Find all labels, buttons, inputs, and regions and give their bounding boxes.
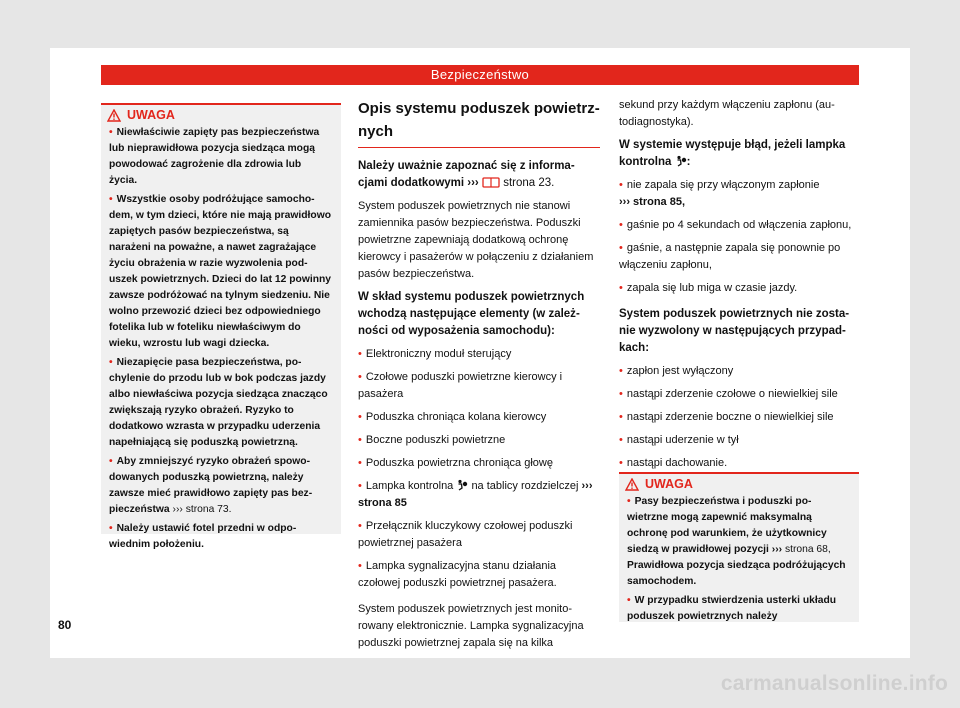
page-reference-link[interactable]: strona 23. [503, 177, 555, 189]
section-title: Opis systemu poduszek powietrznych [358, 100, 600, 140]
warning-item: • Należy ustawić fotel przedni w odpowiednim położeniu. [109, 523, 297, 550]
warning-item: • Pasy bezpieczeństwa i poduszki powietrzne mogą zapewnić maksymalną ochronę pod warunkiem, że użytkownicy siedzą w prawidłowej pozycji ››› strona 68, Prawidłowa pozycja siedząca podróżujących samochodem. [627, 496, 846, 587]
warning-item: • W przypadku stwierdzenia usterki układu poduszek powietrznych należy [627, 595, 837, 622]
right-warning-title [619, 474, 859, 494]
page-reference-link[interactable]: ››› strona 73. [172, 504, 232, 515]
page-reference-link[interactable]: ››› strona 85, [619, 196, 686, 208]
page-number: 80 [58, 618, 72, 632]
list-item: • Lampka sygnalizacyjna stanu działania czołowej poduszki powietrznej pasażera. [358, 560, 557, 589]
list-item: • nastąpi uderzenie w tył [619, 434, 739, 446]
warning-item: • Aby zmniejszyć ryzyko obrażeń spowodowanych poduszką powietrzną, należy zawsze mieć prawidłowo zapięty pas bezpieczeństwa ››› strona 73. [109, 456, 313, 515]
components-heading: W skład systemu poduszek powietrznych wchodzą następujące elementy (w zależności od wyposażenia samochodu): [358, 291, 585, 337]
intro-text: Należy uważnie zapoznać się z informacjami dodatkowymi ››› strona 23. [358, 160, 575, 189]
title-divider [358, 147, 600, 148]
left-warning-title [101, 105, 341, 125]
warning-item: • Wszystkie osoby podróżujące samochodem, w tym dzieci, które nie mają prawidłowo zapiętych pasów bezpieczeństwa, są narażeni na poważne, a nawet zagrażające życiu obrażenia w razie wyzwolenia poduszek powietrznych. Dzieci do lat 12 powinny zawsze podróżować na tylnym siedzeniu. Nie wolno przewozić dzieci bez odpowiedniego fotelika lub w foteliku niewłaściwym do wieku, wzrostu lub wagi dziecka. [109, 194, 332, 349]
fault-heading: W systemie występuje błąd, jeżeli lampka kontrolna : [619, 139, 846, 168]
list-item: • zapłon jest wyłączony [619, 365, 734, 377]
list-item: • nastąpi zderzenie boczne o niewielkiej sile [619, 411, 834, 423]
left-warning-box [101, 103, 341, 550]
list-item: • Poduszka chroniąca kolana kierowcy [358, 411, 547, 423]
list-item: • Boczne poduszki powietrzne [358, 434, 506, 446]
paragraph: sekund przy każdym włączeniu zapłonu (autodiagnostyka). [619, 99, 835, 128]
warning-triangle-icon [625, 478, 639, 491]
not-triggered-heading: System poduszek powietrznych nie zostanie wyzwolony w następujących przypadkach: [619, 308, 850, 354]
list-item: • Lampka kontrolna na tablicy rozdzielczej ››› strona 85 [358, 480, 593, 509]
right-column [619, 97, 859, 478]
right-warning-box [619, 472, 859, 622]
list-item: • gaśnie po 4 sekundach od włączenia zapłonu, [619, 219, 852, 231]
list-item: • Elektroniczny moduł sterujący [358, 348, 512, 360]
info-book-icon [482, 176, 500, 188]
list-item: • nastąpi dachowanie. [619, 457, 728, 469]
airbag-warning-lamp-icon [456, 479, 468, 491]
list-item: • nastąpi zderzenie czołowe o niewielkiej sile [619, 388, 838, 400]
page-reference-link[interactable]: ››› strona 85 [358, 480, 593, 509]
paragraph: System poduszek powietrznych nie stanowi zamiennika pasów bezpieczeństwa. Poduszki powietrzne zapewniają dodatkową ochronę kierowcy i pasażerów w połączeniu z działaniem pasów bezpieczeństwa. [358, 200, 594, 280]
list-item: • zapala się lub miga w czasie jazdy. [619, 282, 798, 294]
warning-title-text: UWAGA [127, 108, 175, 122]
warning-item: • Niezapięcie pasa bezpieczeństwa, pochylenie do przodu lub w bok podczas jazdy albo niewłaściwa pozycja siedząca znacząco zwiększają ryzyko obrażeń. Ryzyko to dodatkowo wzrasta w przypadku uderzenia napełniającą się poduszką powietrzną. [109, 357, 328, 448]
middle-column [358, 97, 600, 658]
list-item: • gaśnie, a następnie zapala się ponownie po włączeniu zapłonu, [619, 242, 841, 271]
list-item: • Przełącznik kluczykowy czołowej poduszki powietrznej pasażera [358, 520, 573, 549]
airbag-warning-lamp-icon [675, 155, 687, 167]
warning-title-text: UWAGA [645, 477, 693, 491]
list-item: • nie zapala się przy włączonym zapłonie ››› strona 85, [619, 179, 820, 208]
warning-item: • Niewłaściwie zapięty pas bezpieczeństwa lub nieprawidłowa pozycja siedząca mogą powodować zagrożenie dla zdrowia lub życia. [109, 127, 320, 186]
warning-triangle-icon [107, 109, 121, 122]
paragraph: System poduszek powietrznych jest monitorowany elektronicznie. Lampka sygnalizacyjna poduszki powietrznej zapala się na kilka [358, 603, 584, 649]
list-item: • Czołowe poduszki powietrzne kierowcy i pasażera [358, 371, 563, 400]
watermark: carmanualsonline.info [720, 672, 948, 695]
list-item: • Poduszka powietrzna chroniąca głowę [358, 457, 553, 469]
section-header: Bezpieczeństwo [101, 65, 859, 85]
page-reference-link[interactable]: strona 68, [784, 544, 831, 555]
